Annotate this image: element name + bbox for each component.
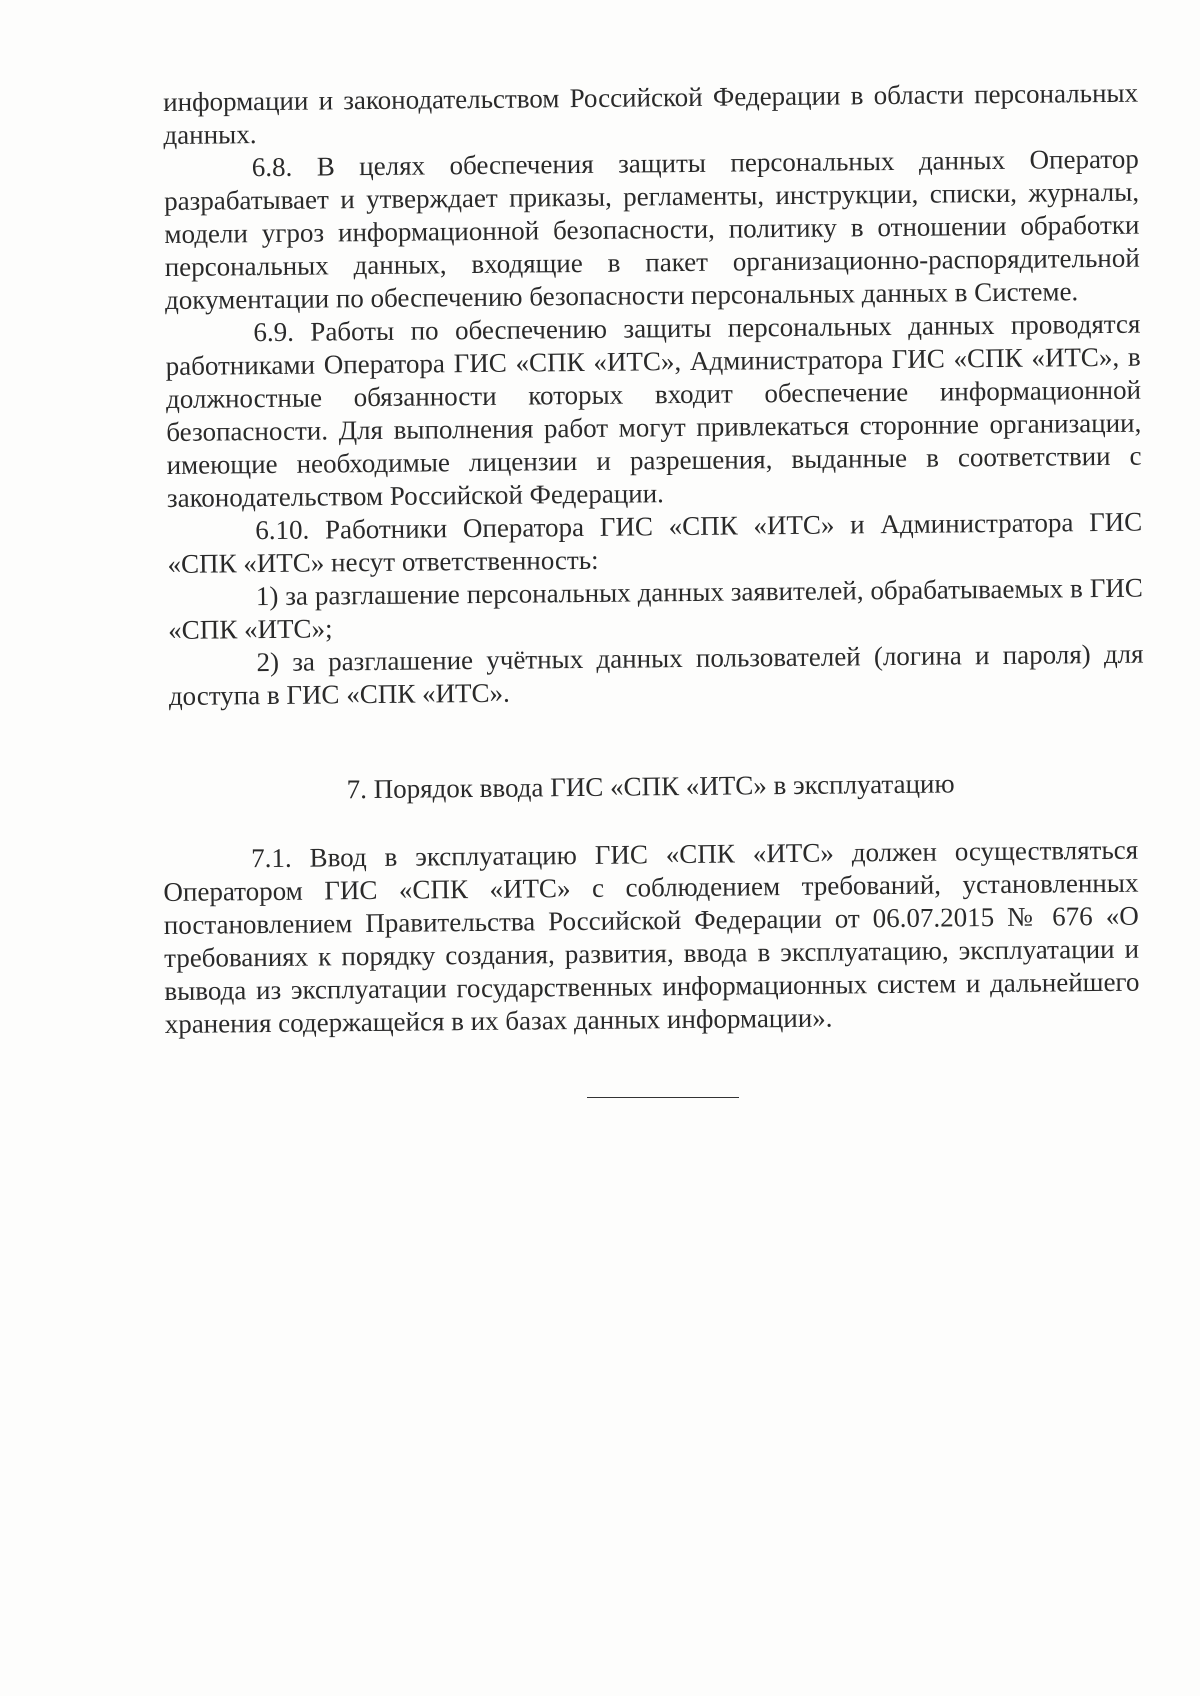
end-divider [587, 1097, 739, 1098]
section-7-body [163, 834, 1140, 1041]
section-7-heading: 7. Порядок ввода ГИС «СПК «ИТС» в эксплуатацию [346, 768, 955, 805]
paragraph-6-10: 6.10. Работники Оператора ГИС «СПК «ИТС» и Администратора ГИС «СПК «ИТС» несут ответственность: [167, 506, 1143, 579]
list-item-2: 2) за разглашение учётных данных пользователей (логина и пароля) для доступа в ГИС «СПК «ИТС». [168, 638, 1144, 711]
section-6-body [163, 77, 1144, 713]
paragraph-6-8: 6.8. В целях обеспечения защиты персональных данных Оператор разрабатывает и утверждает приказы, регламенты, инструкции, списки, журналы, модели угроз информационной безопасности, политику в отношении обработки персональных данных, входящие в пакет организационно-распорядительной документации по обеспечению безопасности персональных данных в Системе. [163, 143, 1140, 315]
paragraph-continuation: информации и законодательством Российской Федерации в области персональных данных. [163, 77, 1139, 150]
paragraph-6-9: 6.9. Работы по обеспечению защиты персональных данных проводятся работниками Оператора ГИС «СПК «ИТС», Администратора ГИС «СПК «ИТС», в должностные обязанности которых входит обеспечение информационной безопасности. Для выполнения работ могут привлекаться сторонние организации, имеющие необходимые лицензии и разрешения, выданные в соответствии с законодательством Российской Федерации. [165, 308, 1142, 513]
list-item-1: 1) за разглашение персональных данных заявителей, обрабатываемых в ГИС «СПК «ИТС»; [168, 572, 1144, 645]
paragraph-7-1: 7.1. Ввод в эксплуатацию ГИС «СПК «ИТС» должен осуществляться Оператором ГИС «СПК «ИТС» с соблюдением требований, установленных постановлением Правительства Российской Федерации от 06.07.2015 № 676 «О требованиях к порядку создания, развития, ввода в эксплуатацию, эксплуатации и вывода из эксплуатации государственных информационных систем и дальнейшего хранения содержащейся в их базах данных информации». [163, 834, 1140, 1039]
